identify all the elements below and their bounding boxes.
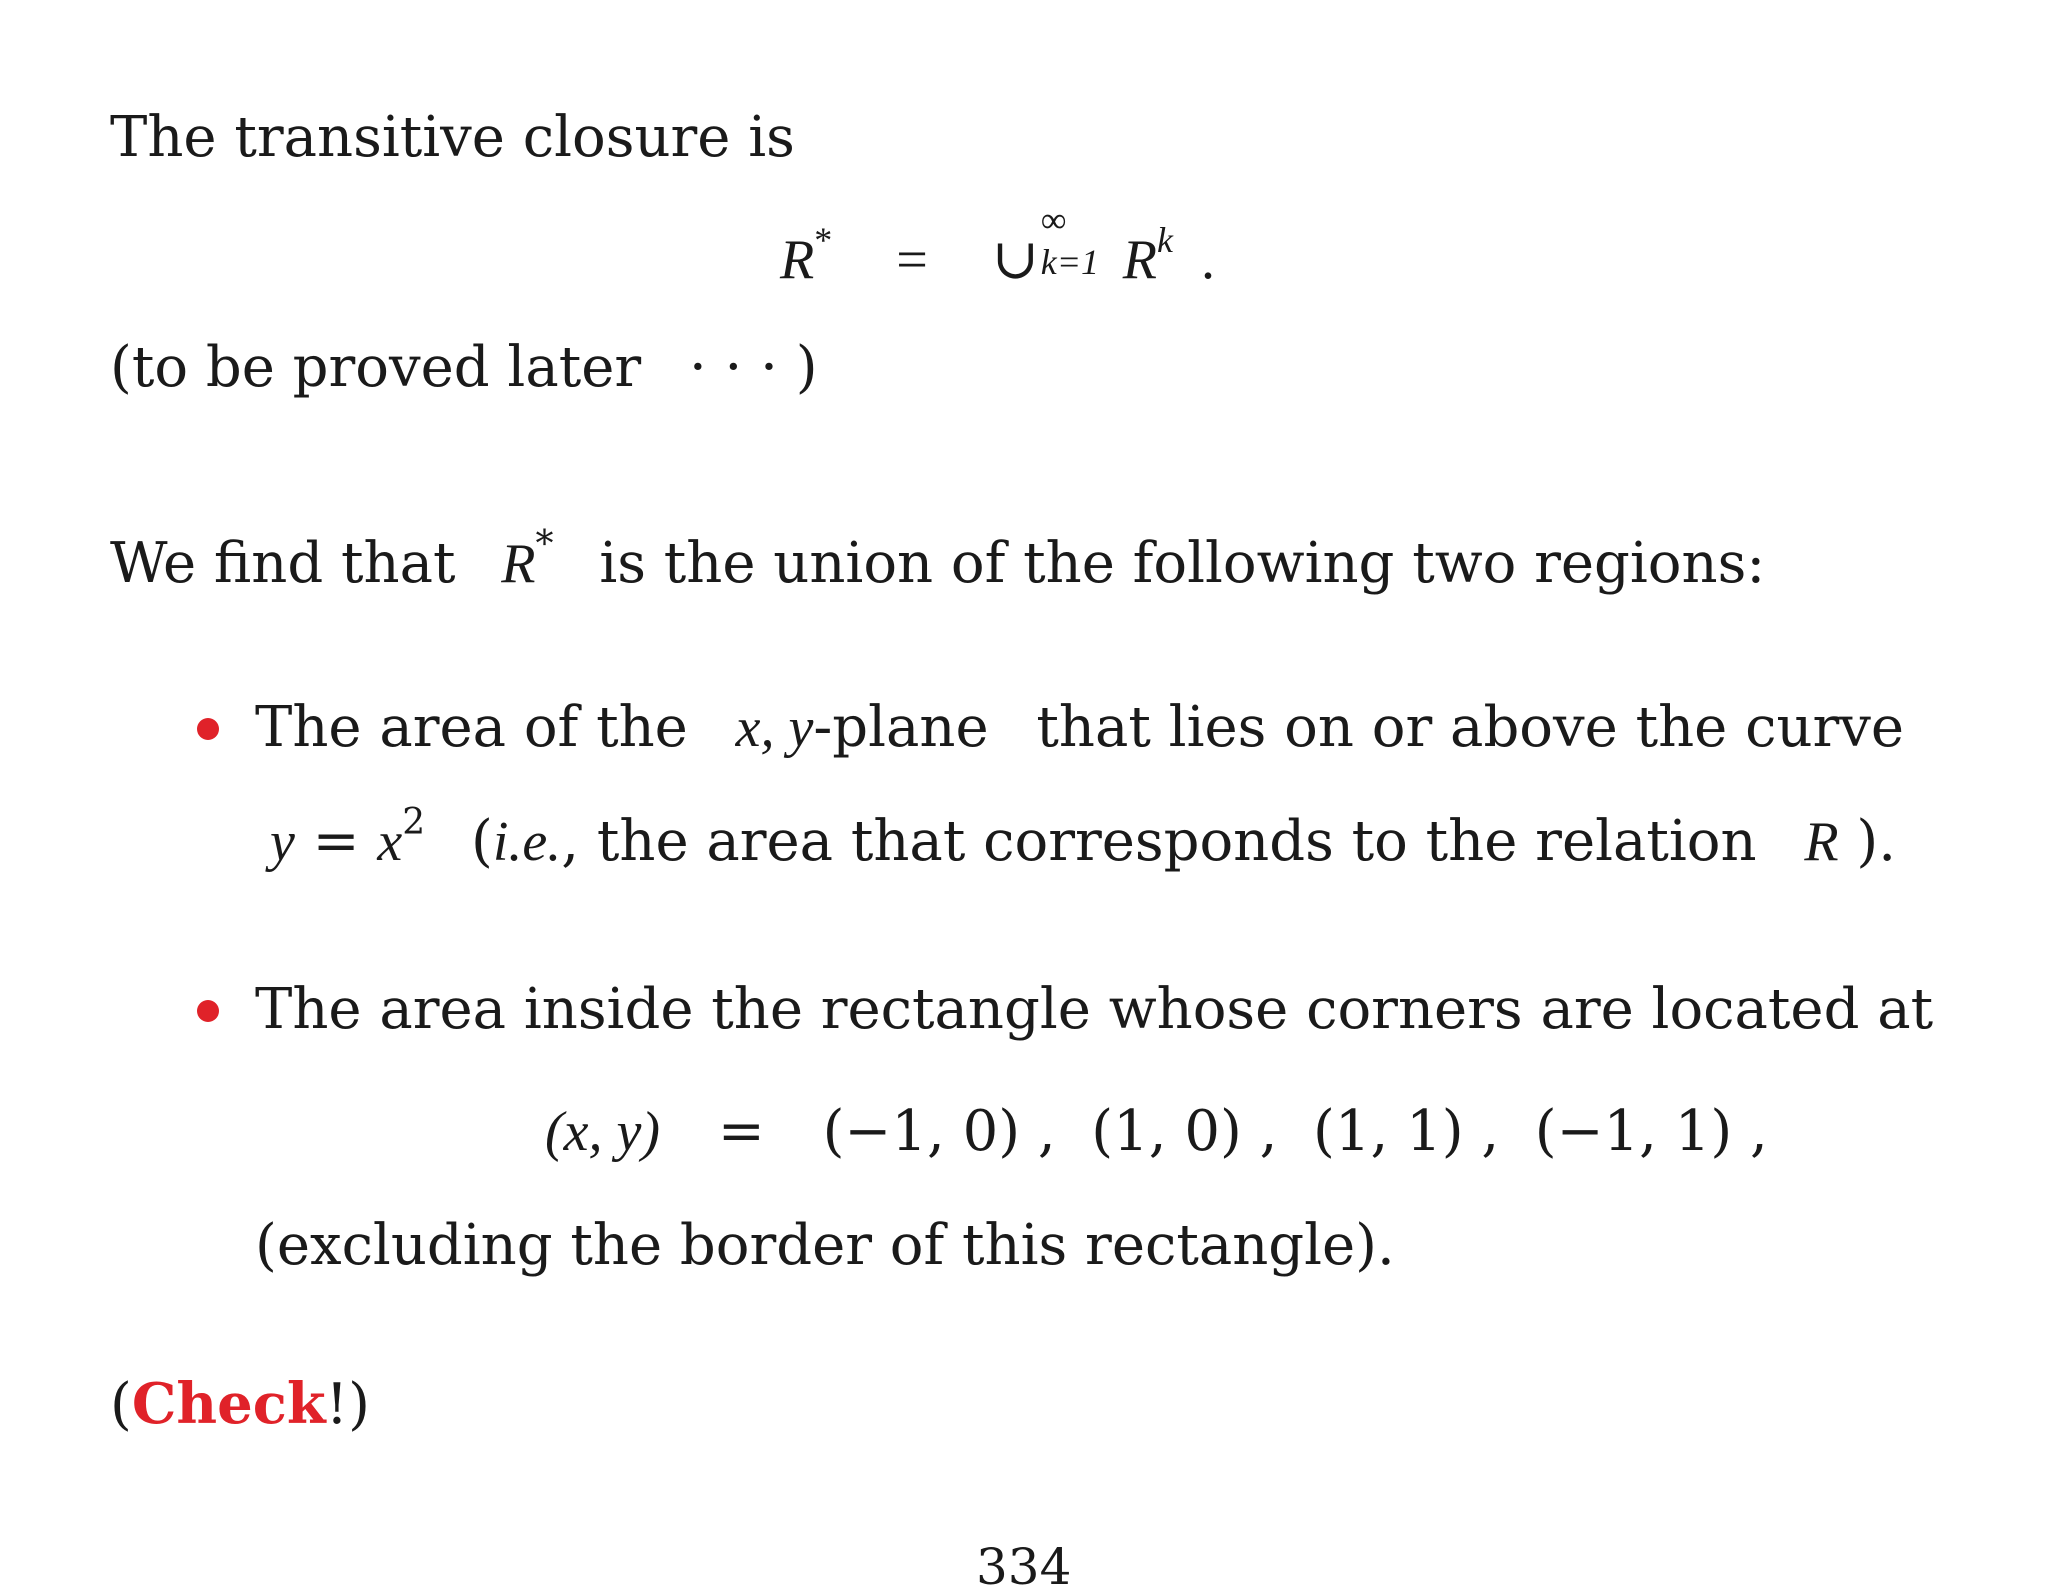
bullet-1-y: y	[270, 811, 295, 873]
bullet-1-R: R	[1804, 811, 1839, 873]
bullet-1-text-c: that lies on or above the curve	[1036, 695, 1905, 760]
bullet-2-equation	[545, 1099, 1768, 1164]
statement-suffix: is the union of the following two regions:	[599, 531, 1766, 596]
corners-eq: =	[717, 1099, 765, 1164]
page-number	[976, 1538, 1072, 1596]
bullet-1-xy: x, y	[735, 697, 814, 759]
check-word: Check	[131, 1371, 326, 1437]
note-dots: · · ·	[688, 335, 778, 400]
formula-eq: =	[896, 229, 928, 291]
bullet-1-line-2	[270, 802, 1897, 874]
corners-lhs: (x, y)	[545, 1101, 661, 1163]
bullet-1-text-a: The area of the	[255, 695, 688, 760]
bullet-1-line-1	[255, 695, 1905, 760]
note-close: )	[795, 335, 818, 400]
statement-prefix: We find that	[110, 531, 456, 596]
proof-note	[110, 335, 818, 400]
bullet-1-x: x	[377, 811, 403, 873]
bullet-1-sup: 2	[402, 802, 426, 843]
page-number-text: 334	[976, 1538, 1072, 1596]
bullet-2-text: The area inside the rectangle whose corners are located at	[255, 977, 1934, 1042]
formula-rhs: R	[1122, 229, 1157, 291]
formula-rhs-sup: k	[1156, 220, 1173, 260]
bullet-1-eq: =	[312, 809, 360, 874]
bullet-1-marker	[197, 718, 219, 740]
formula-lhs-sup: *	[814, 220, 833, 260]
union-sub: k=1	[1040, 242, 1100, 282]
bullet-2-line-1	[255, 977, 1934, 1042]
formula-lhs: R	[780, 229, 815, 291]
bullet-2-marker	[197, 1000, 219, 1022]
intro-text	[110, 105, 795, 170]
union-sup: ∞	[1040, 200, 1067, 240]
note-text: (to be proved later	[110, 335, 642, 400]
intro-label: The transitive closure is	[110, 105, 795, 170]
bullet-1-plane: -plane	[813, 695, 989, 760]
bullet-1-open: (	[470, 809, 493, 874]
union-statement	[110, 524, 1766, 596]
bullet-1-rest: , the area that corresponds to the relation	[561, 809, 1757, 874]
check-open: (	[110, 1372, 132, 1437]
closure-formula	[780, 200, 1215, 291]
statement-sym: R	[501, 533, 536, 595]
formula-end: .	[1200, 229, 1215, 291]
union-symbol: ∪	[991, 229, 1039, 291]
bullet-2-exclusion: (excluding the border of this rectangle).	[255, 1213, 1395, 1278]
check-remark	[110, 1371, 371, 1437]
corners-rhs: (−1, 0) , (1, 0) , (1, 1) , (−1, 1) ,	[822, 1099, 1768, 1164]
statement-sym-sup: *	[535, 524, 554, 565]
check-close: !)	[325, 1372, 371, 1437]
bullet-2-line-3	[255, 1213, 1395, 1278]
bullet-1-close: ).	[1856, 809, 1897, 874]
bullet-1-ie: i.e.	[492, 811, 562, 873]
